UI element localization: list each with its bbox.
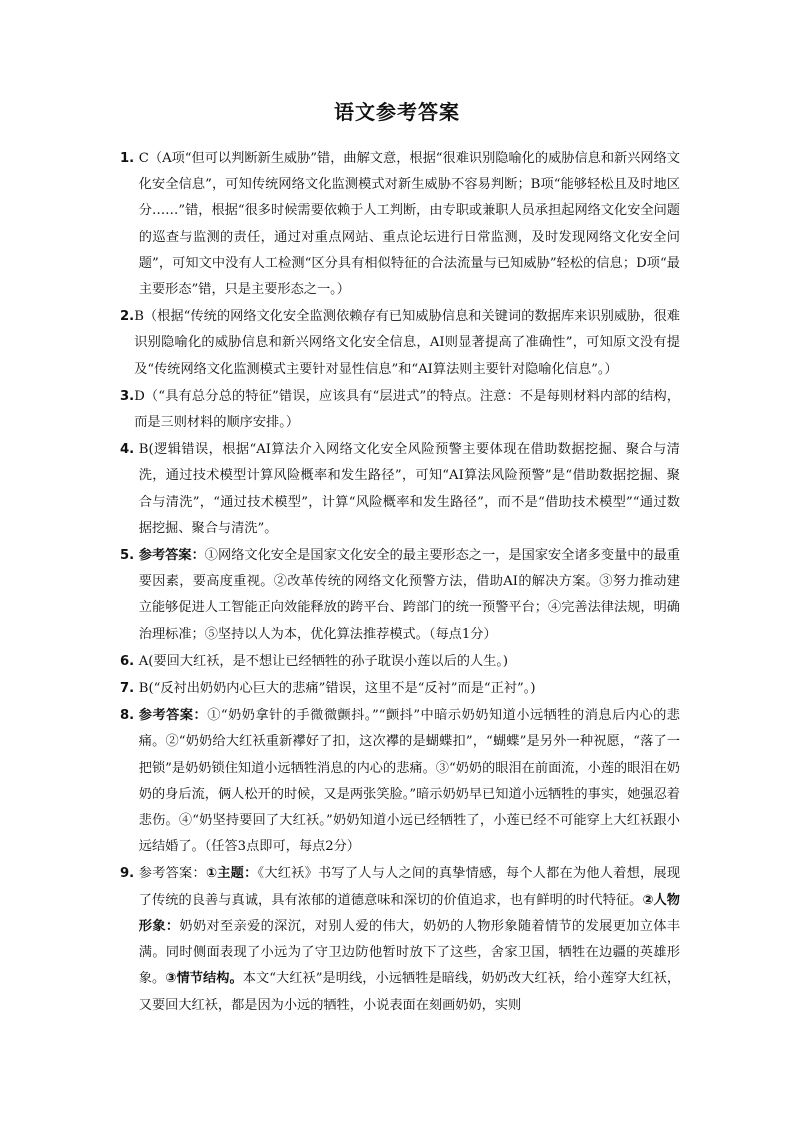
answer-body (139, 861, 680, 1018)
answer-text: A(要回大红袄，是不想让已经牺牲的孙子耽误小莲以后的人生。) (138, 653, 509, 669)
answer-number: 1. (120, 151, 139, 166)
section-text-character: 奶奶对至亲爱的深沉，对别人爱的伟大，奶奶的人物形象随着情节的发展更加立体丰满。同时侧面表现了小远为了守卫边防他暂时放下了这些，舍家卫国，牺牲在边疆的英雄形象。 (138, 918, 681, 987)
section-heading-theme: ①主题： (205, 866, 258, 882)
answer-lead: 参考答案： (138, 548, 205, 564)
answer-number: 8. (120, 708, 139, 724)
answer-item-5 (120, 543, 680, 648)
answer-number: 4. (120, 442, 139, 458)
answer-text: ①“奶奶拿针的手微微颤抖。”“颤抖”中暗示奶奶知道小远牺牲的消息后内心的悲痛。②“奶奶给大红袄重新襻好了扣，这次襻的是蝴蝶扣”，“蝴蝶”是另外一种祝愿，“落了一把锁”是奶奶锁住知道小远牺牲消息的内心的悲痛。③“奶奶的眼泪在前面流，小莲的眼泪在奶奶的身后流，俩人松开的时候，又是两张笑脸。”暗示奶奶早已知道小远牺牲的事实，她强忍着悲伤。④“奶坚持要回了大红袄。”奶奶知道小远已经牺牲了，小莲已经不可能穿上大红袄跟小远结婚了。（任答3点即可，每点2分） (138, 708, 680, 855)
answer-item-3 (120, 384, 680, 436)
section-text-plot: 本文“大红袄”是明线，小远牺牲是暗线，奶奶改大红袄，给小莲穿大红袄，又要回大红袄，都是因为小远的牺牲，小说表面在刻画奶奶，实则 (138, 971, 681, 1013)
section-heading-plot: ③情节结构。 (165, 971, 243, 987)
answer-item-2 (120, 304, 680, 383)
section-text-theme: 《大红袄》书写了人与人之间的真挚情感，每个人都在为他人着想，展现了传统的良善与真诚，具有浓郁的道德意味和深切的价值追求，也有鲜明的时代特征。 (138, 866, 681, 908)
answer-number: 6. (120, 653, 139, 669)
answer-number: 9. (120, 866, 139, 882)
answer-number: 7. (120, 681, 139, 697)
answer-item-7 (120, 676, 680, 702)
answer-text: C（A项“但可以判断新生威胁”错，曲解文意，根据“很难识别隐喻化的威胁信息和新兴网络文化安全信息”，可知传统网络文化监测模式对新生威胁不容易判断；B项“能够轻松且及时地区分……”错，根据“很多时候需要依赖于人工判断，由专职或兼职人员承担起网络文化安全问题的巡查与监测的责任，通过对重点网站、重点论坛进行日常监测，及时发现网络文化安全问题”，可知文中没有人工检测“区分具有相似特征的合法流量与已知威胁”轻松的信息；D项“最主要形态”错，只是主要形态之一。） (138, 151, 680, 298)
answer-item-4 (120, 437, 680, 542)
answer-number: 2. (120, 309, 135, 325)
answer-lead: 参考答案： (138, 866, 206, 882)
answer-text: B(逻辑错误，根据“AI算法介入网络文化安全风险预警主要体现在借助数据挖掘、聚合与清洗，通过技术模型计算风险概率和发生路径”，可知“AI算法风险预警”是“借助数据挖掘、聚合与清洗”，“通过技术模型”，计算“风险概率和发生路径”，而不是“借助技术模型”“通过数据挖掘、聚合与清洗”。 (138, 442, 680, 536)
answer-body (139, 543, 680, 648)
answer-number: 5. (120, 548, 139, 564)
section-heading-character: ②人物形象： (138, 892, 680, 934)
answer-item-1 (120, 146, 680, 303)
page-title: 语文参考答案 (334, 100, 460, 124)
answer-text: D（“具有总分总的特征”错误，应该具有“层进式”的特点。注意：不是每则材料内部的结构，而是三则材料的顺序安排。） (134, 388, 680, 431)
answer-text: B(“反衬出奶奶内心巨大的悲痛”错误，这里不是“反衬”而是“正衬”。) (138, 681, 536, 697)
answer-lead: 参考答案： (138, 708, 208, 724)
answer-item-8 (120, 703, 680, 860)
answer-text: ①网络文化安全是国家文化安全的最主要形态之一，是国家安全诸多变量中的最重要因素，要高度重视。②改革传统的网络文化预警方法，借助AI的解决方案。③努力推动建立能够促进人工智能正向效能释放的跨平台、跨部门的统一预警平台；④完善法律法规，明确治理标准；⑤坚持以人为本，优化算法推荐模式。（每点1分） (138, 548, 681, 642)
answer-item-6 (120, 649, 680, 675)
answer-body (139, 703, 680, 860)
answer-list (120, 146, 680, 1020)
answer-text: B（根据“传统的网络文化安全监测依赖存有已知威胁信息和关键词的数据库来识别威胁，很难识别隐喻化的威胁信息和新兴网络文化安全信息，AI则显著提高了准确性”，可知原文没有提及“传统网络文化监测模式主要针对显性信息”和“AI算法则主要针对隐喻化信息”。） (134, 309, 680, 377)
answer-item-9 (120, 861, 680, 1018)
answer-number: 3. (120, 388, 135, 404)
